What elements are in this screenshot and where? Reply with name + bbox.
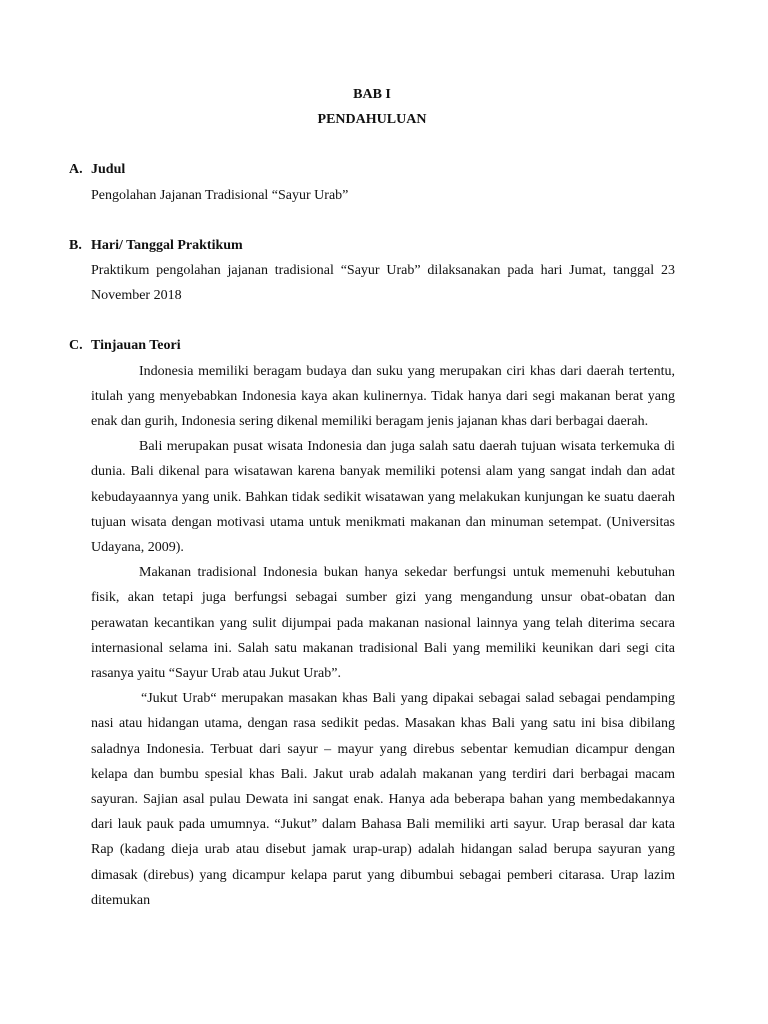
paragraph: “Jukut Urab“ merupakan masakan khas Bali yang dipakai sebagai salad sebagai pendamping nasi atau hidangan utama, dengan rasa sedikit pedas. Masakan khas Bali yang satu ini bisa dibilang saladnya Indonesia. Terbuat dari sayur – mayur yang direbus sebentar kemudian dicampur dengan kelapa dan bumbu spesial khas Bali. Jakut urab adalah makanan yang terdiri dari berbagai macam sayuran. Sajian asal pulau Dewata ini sangat enak. Hanya ada beberapa bahan yang membedakannya dari lauk pauk pada umumnya. “Jukut” dalam Bahasa Bali memiliki arti sayur. Urap berasal dar kata Rap (kadang dieja urab atau disebut jamak urap-urap) adalah hidangan salad berupa sayuran yang dimasak (direbus) yang dicampur kelapa parut yang dibumbui sebagai pemberi citarasa. Urap lazim ditemukan xyxy=(91,691,675,908)
section-title: Hari/ Tanggal Praktikum xyxy=(91,237,243,253)
chapter-label: BAB I xyxy=(353,87,391,102)
section-title: Tinjauan Teori xyxy=(91,338,181,354)
section-heading xyxy=(69,233,675,258)
section-letter: C. xyxy=(69,338,83,354)
section-letter: B. xyxy=(69,237,82,253)
chapter-title: PENDAHULUAN xyxy=(317,112,427,128)
section-body: Pengolahan Jajanan Tradisional “Sayur Urab” xyxy=(91,187,349,203)
document-page xyxy=(69,82,675,913)
section-title: Judul xyxy=(91,162,126,178)
section-body: Praktikum pengolahan jajanan tradisional “Sayur Urab” dilaksanakan pada hari Jumat, tanggal 23 November 2018 xyxy=(91,262,675,304)
paragraph: Indonesia memiliki beragam budaya dan suku yang merupakan ciri khas dari daerah tertentu, itulah yang menyebabkan Indonesia kaya akan kulinernya. Tidak hanya dari segi makanan berat yang enak dan gurih, Indonesia sering dikenal memiliki beragam jenis jajanan khas dari berbagai daerah. xyxy=(91,363,675,429)
section-letter: A. xyxy=(69,162,83,178)
section-heading xyxy=(69,157,675,182)
section-a xyxy=(69,157,675,207)
paragraph: Bali merupakan pusat wisata Indonesia dan juga salah satu daerah tujuan wisata terkemuka di dunia. Bali dikenal para wisatawan karena banyak memiliki potensi alam yang sangat indah dan adat kebudayaannya yang unik. Bahkan tidak sedikit wisatawan yang melakukan kunjungan ke suatu daerah tujuan wisata dengan motivasi utama untuk menikmati makanan dan minuman setempat. (Universitas Udayana, 2009). xyxy=(91,439,675,555)
section-heading xyxy=(69,333,675,358)
section-c xyxy=(69,333,675,913)
paragraph: Makanan tradisional Indonesia bukan hanya sekedar berfungsi untuk memenuhi kebutuhan fisik, akan tetapi juga berfungsi sebagai sumber gizi yang mengandung unsur obat-obatan dan perawatan kecantikan yang sulit dijumpai pada makanan nasional lainnya yang telah diterima secara internasional selama ini. Salah satu makanan tradisional Bali yang memiliki keunikan dari segi cita rasanya yaitu “Sayur Urab atau Jukut Urab”. xyxy=(91,565,675,681)
section-b xyxy=(69,233,675,309)
